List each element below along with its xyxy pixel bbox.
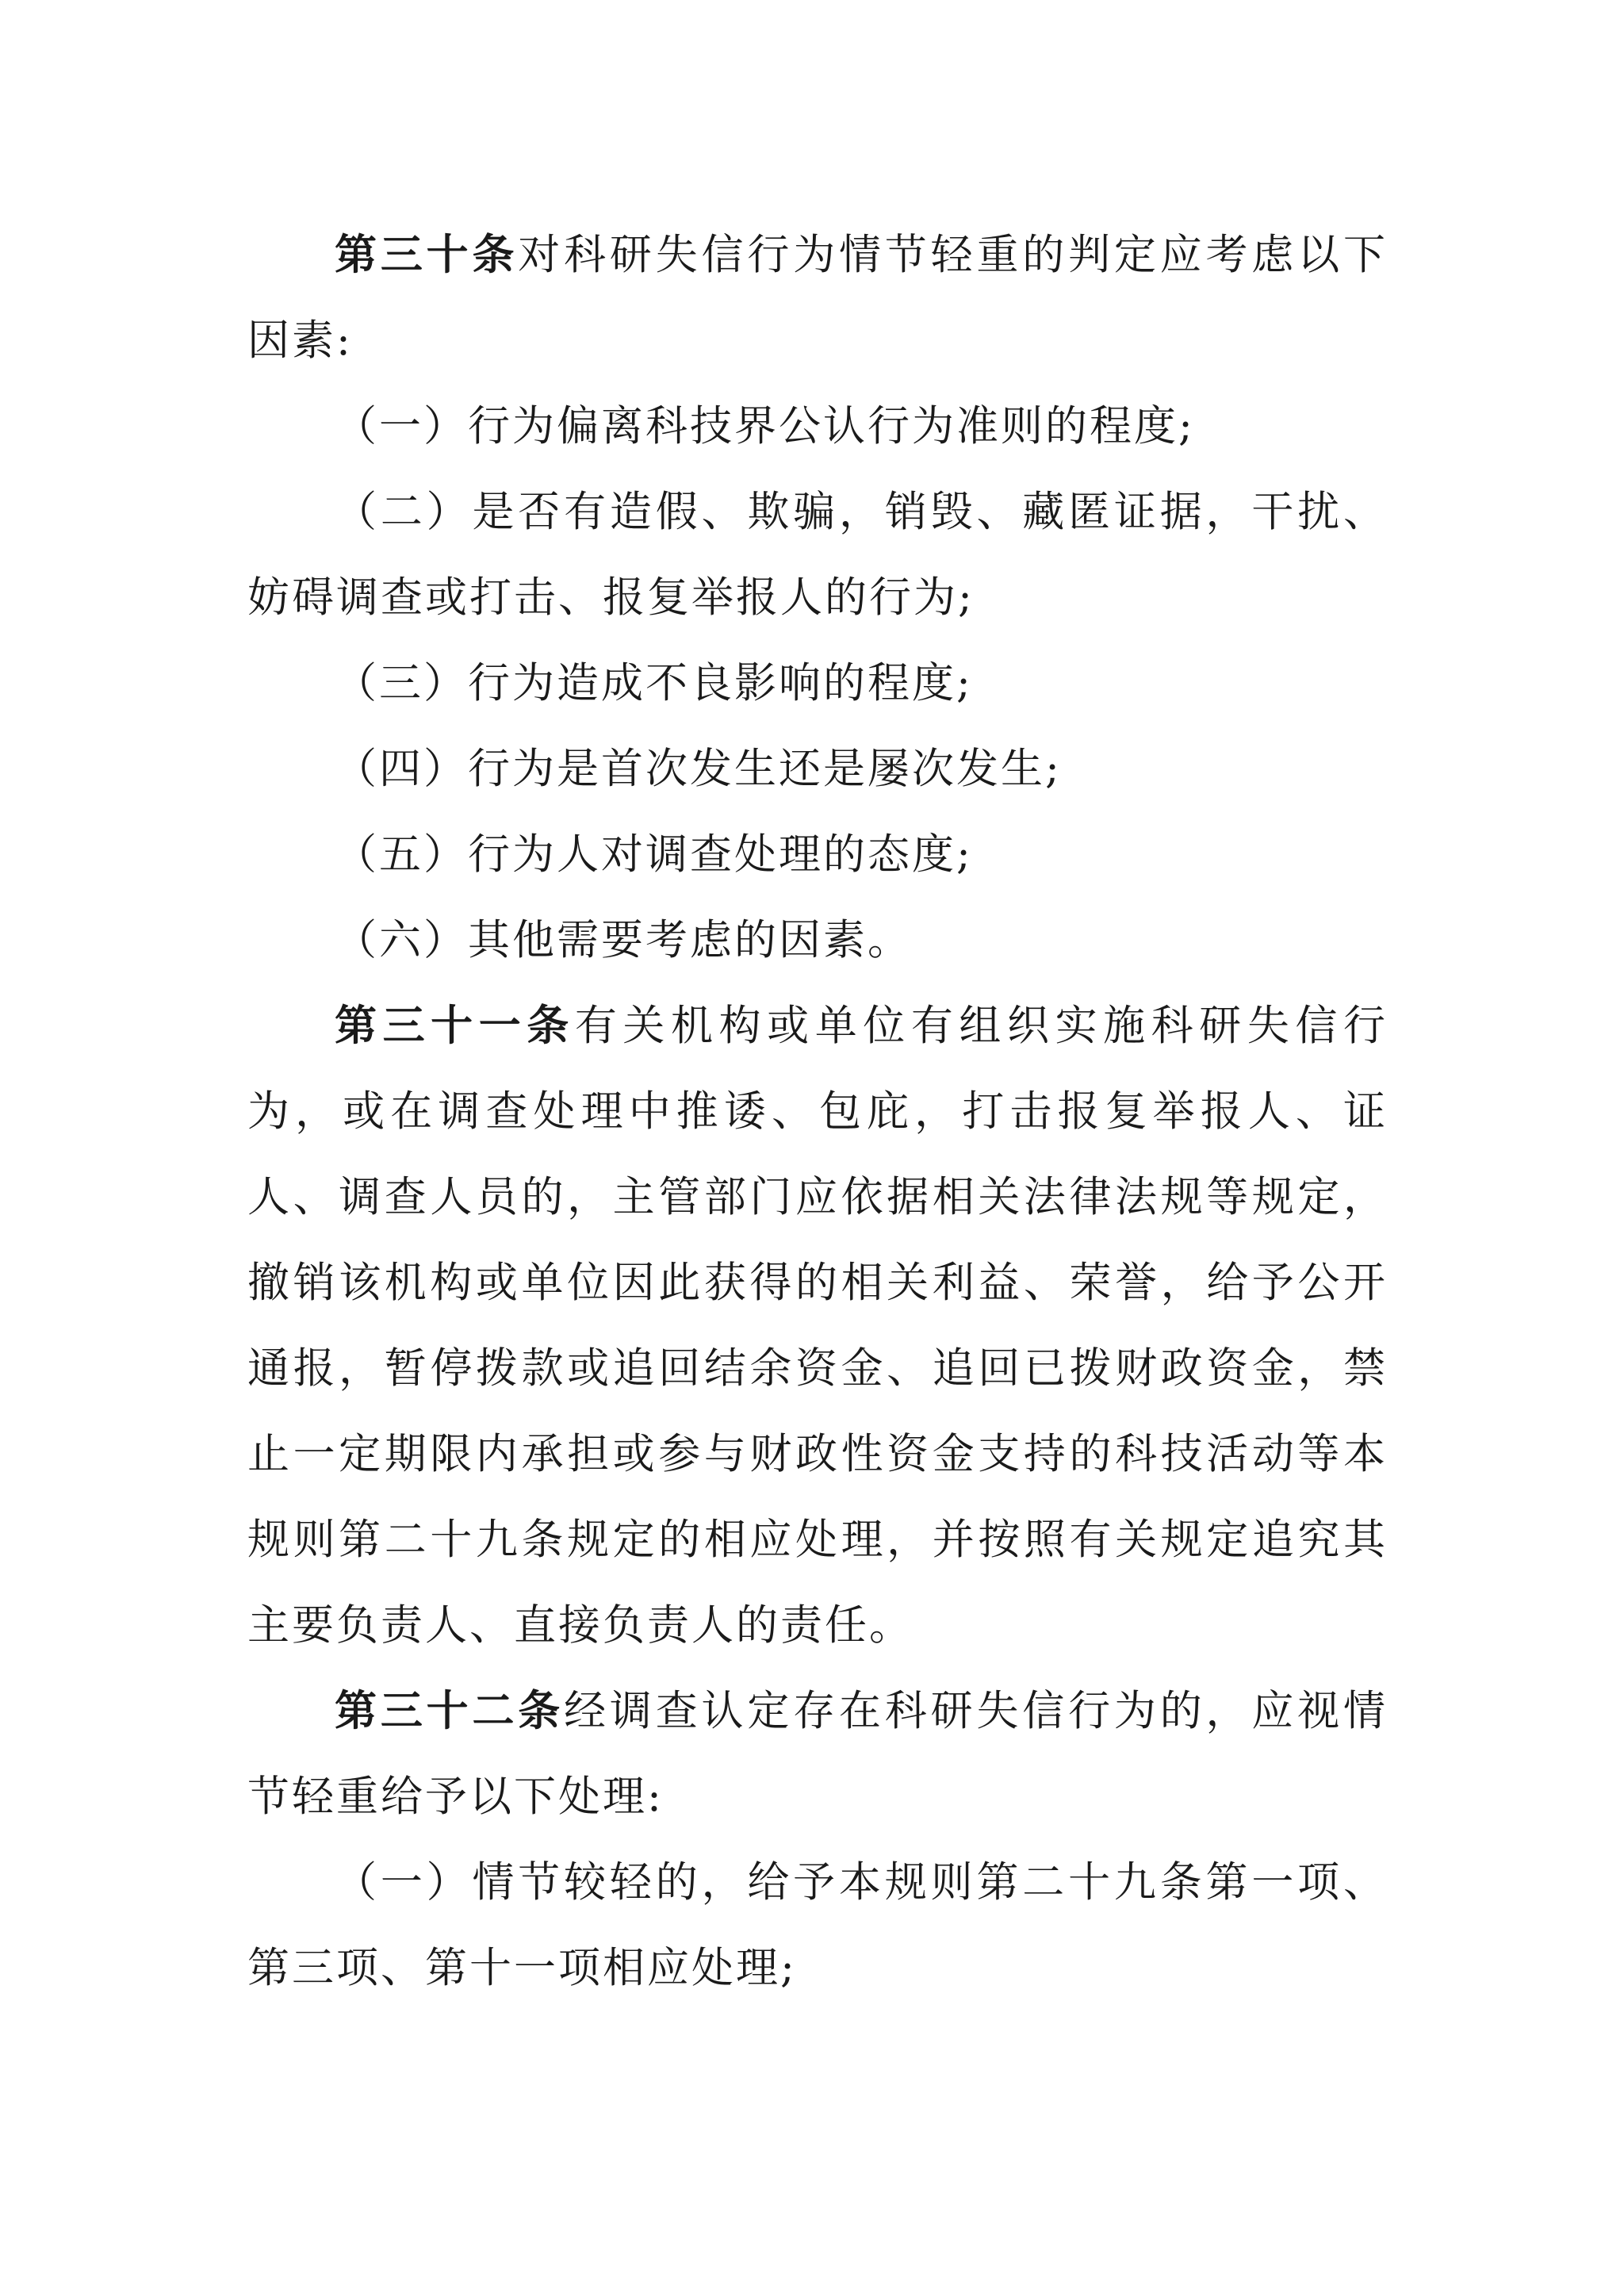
article-30-heading: 第三十条 [335,231,519,279]
article-32-heading: 第三十二条 [335,1687,565,1735]
item-text: （五）行为人对调查处理的态度; [335,830,973,879]
article-31-paragraph [247,983,1388,1669]
item-text: （六）其他需要考虑的因素。 [335,916,912,964]
article-31-text: 有关机构或单位有组织实施科研失信行为，或在调查处理中推诿、包庇，打击报复举报人、证人、调查人员的，主管部门应依据相关法律法规等规定，撤销该机构或单位因此获得的相关利益、荣誉，给予公开通报，暂停拨款或追回结余资金、追回已拨财政资金，禁止一定期限内承担或参与财政性资金支持的科技活动等本规则第二十九条规定的相应处理，并按照有关规定追究其主要负责人、直接负责人的责任。 [247,1002,1388,1650]
item-text: （三）行为造成不良影响的程度; [335,659,973,707]
article-30-text: 对科研失信行为情节轻重的判定应考虑以下因素: [247,231,1388,365]
article-30-item-5 [247,812,1388,898]
item-text: （二）是否有造假、欺骗，销毁、藏匿证据，干扰、妨碍调查或打击、报复举报人的行为; [247,488,1388,622]
document-body [247,213,1388,2011]
item-text: （一）情节较轻的，给予本规则第二十九条第一项、第三项、第十一项相应处理; [247,1858,1388,1992]
article-30-item-2 [247,470,1388,641]
article-30-item-4 [247,726,1388,812]
article-30-paragraph [247,213,1388,384]
article-31-heading: 第三十一条 [335,1002,575,1050]
article-30-item-6 [247,898,1388,983]
article-32-text: 经调查认定存在科研失信行为的，应视情节轻重给予以下处理: [247,1687,1388,1821]
article-32-paragraph [247,1669,1388,1840]
article-30-item-1 [247,384,1388,470]
article-32-item-1 [247,1840,1388,2011]
item-text: （一）行为偏离科技界公认行为准则的程度; [335,402,1195,450]
article-30-item-3 [247,641,1388,726]
item-text: （四）行为是首次发生还是屡次发生; [335,745,1062,793]
